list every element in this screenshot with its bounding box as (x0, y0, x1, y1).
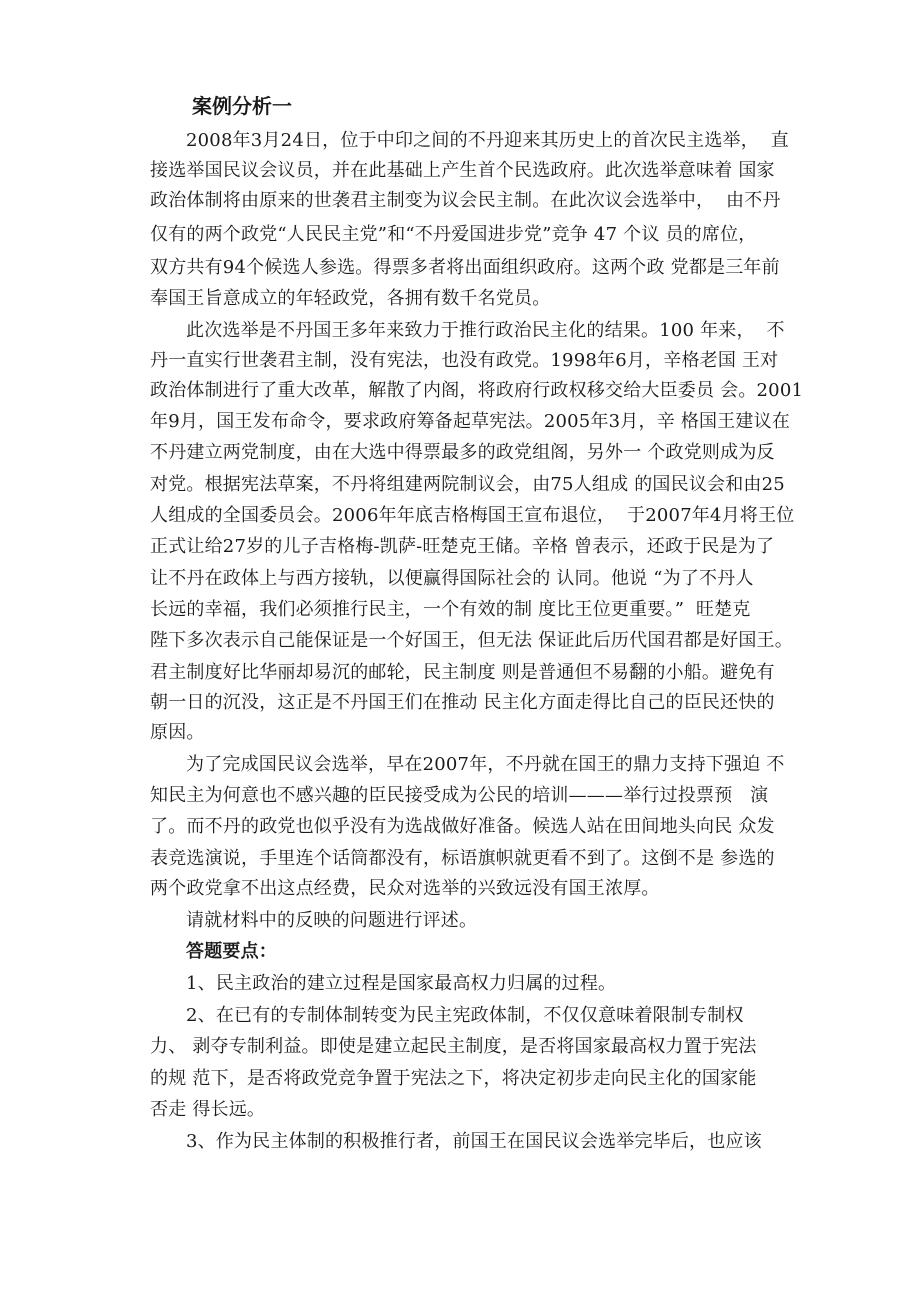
answer-point-line: 的规 范下，是否将政党竞争置于宪法之下，将决定初步走向民主化的国家能 (150, 1068, 757, 1089)
answer-point-line: 力、 剥夺专制利益。即使是建立起民主制度，是否将国家最高权力置于宪法 (150, 1036, 757, 1057)
answer-point: 3、作为民主体制的积极推行者，前国王在国民议会选举完毕后，也应该 (186, 1131, 762, 1152)
paragraph-line: 表竞选演说，手里连个话筒都没有，标语旗帜就更看不到了。这倒不是 参选的 (150, 848, 775, 869)
paragraph-line: 仅有的两个政党“人民民主党”和“不丹爱国进步党”竞争 47 个议 员的席位， (150, 224, 757, 245)
paragraph-line: 两个政党拿不出这点经费，民众对选举的兴致远没有国王浓厚。 (150, 878, 660, 899)
paragraph-line: 君主制度好比华丽却易沉的邮轮，民主制度 则是普通但不易翻的小船。避免有 (150, 662, 775, 683)
paragraph-line: 人组成的全国委员会。2006年年底吉格梅国王宣布退位， 于2007年4月将王位 (150, 505, 795, 526)
question-line: 请就材料中的反映的问题进行评述。 (186, 910, 478, 931)
paragraph-line: 了。而不丹的政党也似乎没有为选战做好准备。候选人站在田间地头向民 众发 (150, 816, 775, 837)
paragraph-line: 奉国王旨意成立的年轻政党，各拥有数千名党员。 (150, 288, 551, 309)
answer-heading: 答题要点： (186, 941, 277, 962)
paragraph-line: 陛下多次表示自己能保证是一个好国王，但无法 保证此后历代国君都是好国王。 (150, 630, 793, 651)
paragraph-line: 朝一日的沉没，这正是不丹国王们在推动 民主化方面走得比自己的臣民还快的 (150, 692, 775, 713)
document-title: 案例分析一 (192, 94, 292, 118)
paragraph-line: 此次选举是不丹国王多年来致力于推行政治民主化的结果。100 年来， 不 (186, 320, 785, 341)
paragraph-line: 知民主为何意也不感兴趣的臣民接受成为公民的培训———举行过投票预 演 (150, 785, 769, 806)
paragraph-line: 政治体制进行了重大改革，解散了内阁，将政府行政权移交给大臣委员 会。2001 (150, 380, 804, 401)
paragraph-line: 年9月，国王发布命令，要求政府筹备起草宪法。2005年3月，辛 格国王建议在 (150, 411, 791, 432)
paragraph-line: 原因。 (150, 722, 205, 743)
paragraph-line: 不丹建立两党制度，由在大选中得票最多的政党组阁，另外一 个政党则成为反 (150, 442, 775, 463)
paragraph-line: 2008年3月24日，位于中印之间的不丹迎来其历史上的首次民主选举， 直 (186, 130, 790, 151)
paragraph-line: 长远的幸福，我们必须推行民主，一个有效的制 度比王位更重要。” 旺楚克 (150, 599, 751, 620)
paragraph-line: 政治体制将由原来的世袭君主制变为议会民主制。在此次议会选举中， 由不丹 (150, 190, 781, 211)
paragraph-line: 对党。根据宪法草案，不丹将组建两院制议会，由75人组成 的国民议会和由25 (150, 474, 785, 495)
paragraph-line: 双方共有94个候选人参选。得票多者将出面组织政府。这两个政 党都是三年前 (150, 257, 780, 278)
paragraph-line: 接选举国民议会议员，并在此基础上产生首个民选政府。此次选举意味着 国家 (150, 160, 775, 181)
answer-point-line: 否走 得长远。 (150, 1099, 266, 1120)
paragraph-line: 让不丹在政体上与西方接轨，以便赢得国际社会的 认同。他说 “为了不丹人 (150, 568, 754, 589)
answer-point: 1、民主政治的建立过程是国家最高权力归属的过程。 (186, 973, 617, 994)
paragraph-line: 为了完成国民议会选举，早在2007年，不丹就在国王的鼎力支持下强迫 不 (186, 754, 785, 775)
paragraph-line: 正式让给27岁的儿子吉格梅-凯萨-旺楚克王储。辛格 曾表示，还政于民是为了 (150, 536, 775, 557)
paragraph-line: 丹一直实行世袭君主制，没有宪法，也没有政党。1998年6月，辛格老国 王对 (150, 350, 779, 371)
answer-point: 2、在已有的专制体制转变为民主宪政体制，不仅仅意味着限制专制权 (186, 1005, 744, 1026)
